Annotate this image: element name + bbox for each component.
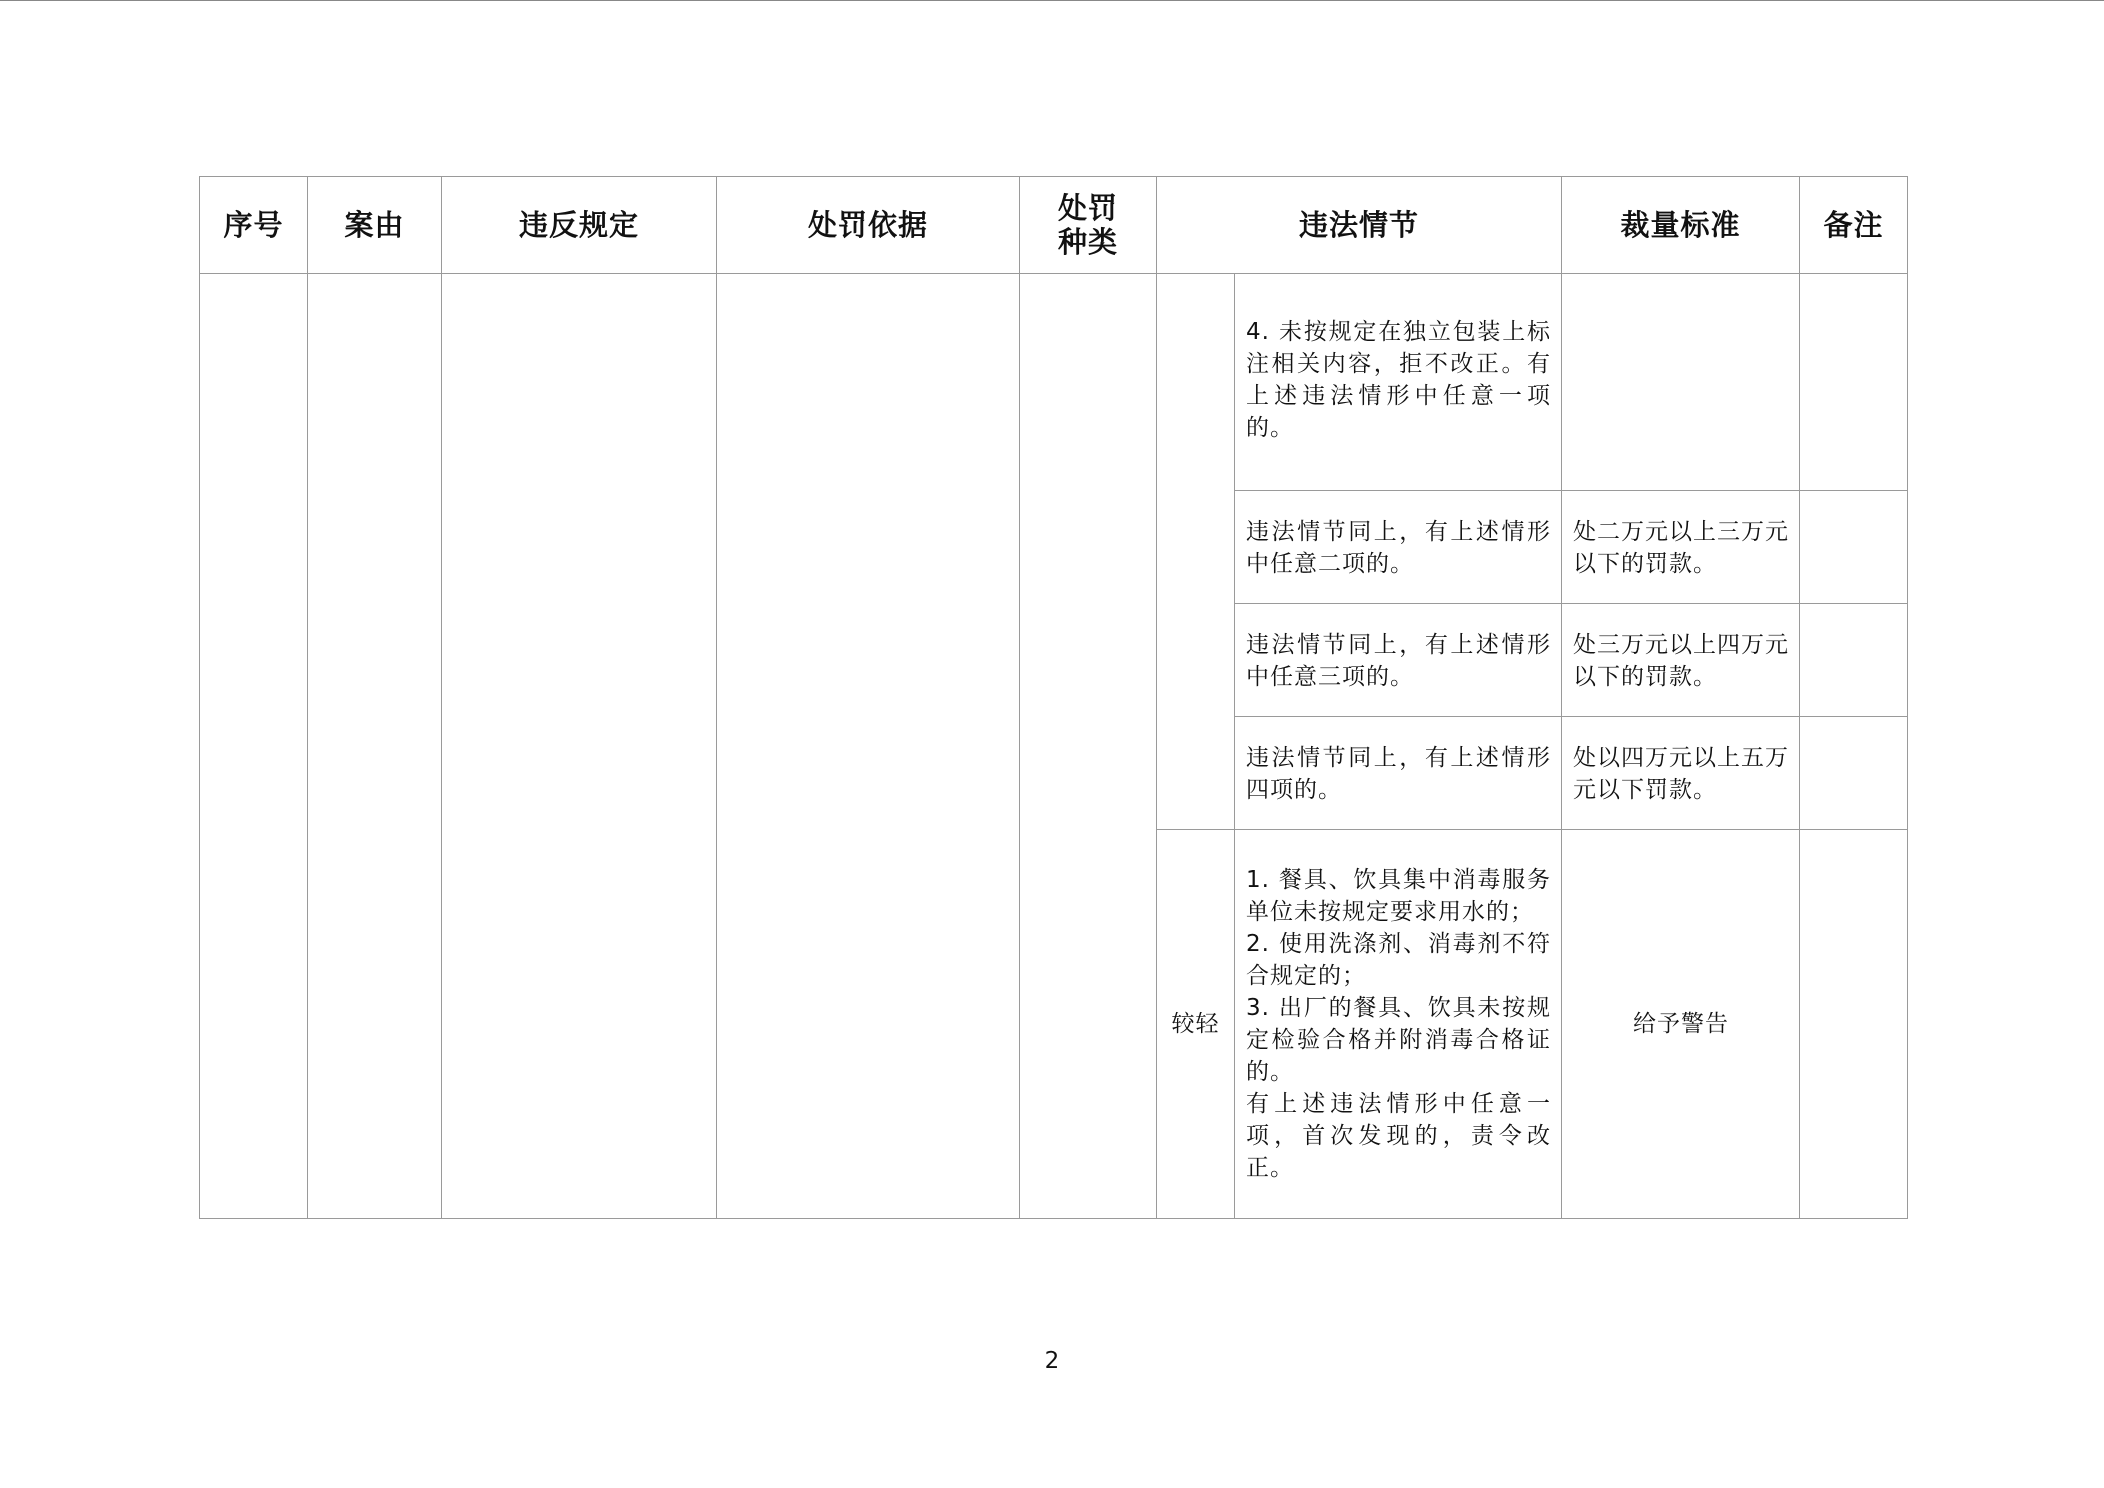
cell-standard	[1562, 717, 1800, 830]
minor-item: 1. 餐具、饮具集中消毒服务单位未按规定要求用水的；	[1246, 867, 1552, 925]
page-top-rule	[0, 0, 2104, 1]
minor-standard-text: 给予警告	[1633, 1011, 1730, 1037]
table-header-row	[200, 177, 1908, 274]
cell-cause	[308, 274, 442, 1219]
cell-remark	[1800, 604, 1908, 717]
cell-detail	[1235, 604, 1562, 717]
header-seq: 序号	[200, 177, 308, 274]
cell-detail	[1235, 274, 1562, 491]
cell-remark	[1800, 491, 1908, 604]
cell-level-minor	[1157, 830, 1235, 1219]
cell-detail	[1235, 717, 1562, 830]
cell-seq	[200, 274, 308, 1219]
header-penalty-type-line2: 种类	[1057, 225, 1118, 259]
header-standard: 裁量标准	[1562, 177, 1800, 274]
cell-remark	[1800, 830, 1908, 1219]
minor-detail-text	[1235, 864, 1561, 1184]
cell-standard	[1562, 274, 1800, 491]
standard-text: 处以四万元以上五万元以下罚款。	[1573, 745, 1790, 803]
cell-standard	[1562, 604, 1800, 717]
cell-standard-minor	[1562, 830, 1800, 1219]
header-cause: 案由	[308, 177, 442, 274]
detail-text: 4. 未按规定在独立包装上标注相关内容，拒不改正。有上述违法情形中任意一项的。	[1246, 319, 1552, 441]
cell-penalty-type	[1020, 274, 1157, 1219]
cell-detail	[1235, 491, 1562, 604]
level-minor-text: 较轻	[1171, 1011, 1220, 1037]
cell-remark	[1800, 717, 1908, 830]
cell-detail-minor	[1235, 830, 1562, 1219]
penalty-table	[199, 176, 1908, 1219]
header-basis: 处罚依据	[717, 177, 1020, 274]
standard-text: 处三万元以上四万元以下的罚款。	[1573, 632, 1790, 690]
cell-level-continued	[1157, 274, 1235, 830]
detail-text: 违法情节同上，有上述情形中任意三项的。	[1246, 632, 1552, 690]
header-circumstance: 违法情节	[1157, 177, 1562, 274]
table-row	[200, 274, 1908, 491]
cell-remark	[1800, 274, 1908, 491]
header-provision: 违反规定	[442, 177, 717, 274]
header-remark: 备注	[1800, 177, 1908, 274]
header-penalty-type	[1020, 177, 1157, 274]
header-penalty-type-line1: 处罚	[1057, 191, 1118, 225]
page-number: 2	[1044, 1348, 1060, 1374]
detail-text: 违法情节同上，有上述情形中任意二项的。	[1246, 519, 1552, 577]
cell-basis	[717, 274, 1020, 1219]
cell-provision	[442, 274, 717, 1219]
standard-text: 处二万元以上三万元以下的罚款。	[1573, 519, 1790, 577]
minor-item: 3. 出厂的餐具、饮具未按规定检验合格并附消毒合格证的。	[1246, 995, 1552, 1085]
minor-item: 有上述违法情形中任意一项，首次发现的，责令改正。	[1246, 1091, 1552, 1181]
minor-item: 2. 使用洗涤剂、消毒剂不符合规定的；	[1246, 931, 1552, 989]
detail-text: 违法情节同上，有上述情形四项的。	[1246, 745, 1552, 803]
cell-standard	[1562, 491, 1800, 604]
